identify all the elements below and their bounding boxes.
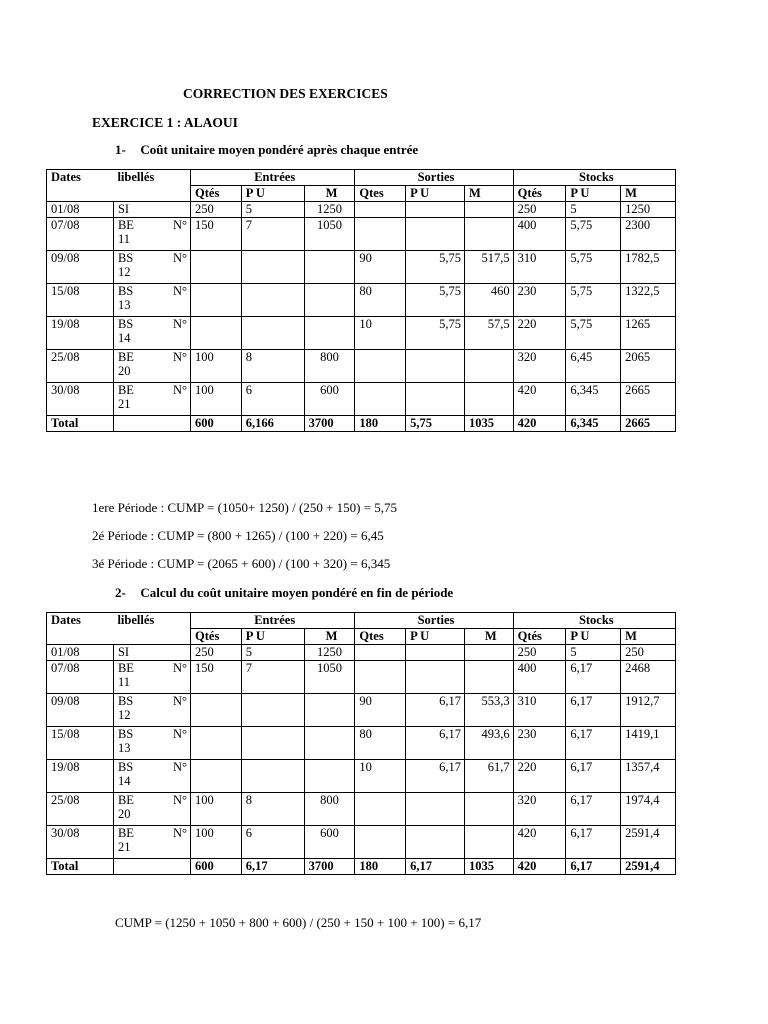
cell-sortie-pu: [406, 383, 465, 416]
cell-stock-pu: 6,17: [566, 826, 621, 859]
libelle-number: 12: [117, 708, 131, 722]
cell-total-stq: 420: [513, 859, 566, 875]
formula-period-1: 1ere Période : CUMP = (1050+ 1250) / (250 + 150) = 5,75: [92, 500, 398, 515]
cell-total-em: 3700: [304, 859, 355, 875]
header-pu: P U: [406, 186, 465, 202]
cell-stock-qte: 250: [513, 645, 566, 661]
header-dates: Dates: [47, 613, 114, 645]
cell-sortie-qte: 80: [355, 284, 406, 317]
cell-sortie-montant: [464, 383, 513, 416]
cell-total-epu: 6,166: [241, 416, 304, 432]
libelle-number: 11: [117, 675, 130, 689]
cell-entree-montant: [304, 727, 355, 760]
cell-entree-pu: [241, 760, 304, 793]
cell-date: 07/08: [47, 661, 114, 694]
cell-entree-qte: [191, 760, 242, 793]
cell-total-sm: 1035: [464, 859, 513, 875]
libelle-code: SI: [117, 645, 130, 659]
cell-stock-qte: 220: [513, 760, 566, 793]
cell-entree-montant: 600: [304, 826, 355, 859]
header-sorties: Sorties: [355, 170, 513, 186]
cell-stock-pu: 6,17: [566, 727, 621, 760]
table-row: [47, 727, 676, 760]
cell-stock-pu: 5,75: [566, 218, 621, 251]
cell-sortie-pu: [406, 350, 465, 383]
cell-stock-qte: 320: [513, 793, 566, 826]
cell-date: 01/08: [47, 645, 114, 661]
header-qtes: Qtes: [355, 629, 406, 645]
libelle-code: SI: [117, 202, 130, 216]
header-m: M: [464, 186, 513, 202]
cell-date: 30/08: [47, 826, 114, 859]
cell-entree-montant: 600: [304, 383, 355, 416]
cell-entree-qte: [191, 694, 242, 727]
cell-libelle: [113, 661, 190, 694]
cell-entree-pu: 6: [241, 383, 304, 416]
cell-stock-qte: 420: [513, 383, 566, 416]
cell-sortie-qte: 90: [355, 694, 406, 727]
cell-entree-montant: [304, 760, 355, 793]
cell-sortie-qte: [355, 350, 406, 383]
cell-libelle: [113, 317, 190, 350]
cell-sortie-pu: 6,17: [406, 760, 465, 793]
cell-entree-montant: 1250: [304, 645, 355, 661]
cell-stock-qte: 420: [513, 826, 566, 859]
table-row: [47, 317, 676, 350]
formula-period-3: 3é Période : CUMP = (2065 + 600) / (100 + 320) = 6,345: [92, 556, 391, 571]
libelle-number-sign: N°: [173, 661, 188, 675]
libelle-number: 14: [117, 774, 131, 788]
cell-sortie-qte: [355, 826, 406, 859]
cell-date: 01/08: [47, 202, 114, 218]
header-sorties: Sorties: [355, 613, 513, 629]
cell-entree-montant: [304, 284, 355, 317]
libelle-code: BS: [117, 760, 134, 774]
table-row: [47, 218, 676, 251]
cell-date: 25/08: [47, 793, 114, 826]
cell-stock-qte: 310: [513, 251, 566, 284]
cell-sortie-pu: [406, 826, 465, 859]
cell-date: 19/08: [47, 317, 114, 350]
libelle-number-sign: N°: [173, 350, 188, 364]
cell-date: 30/08: [47, 383, 114, 416]
libelle-number: 20: [117, 364, 131, 378]
cell-sortie-pu: [406, 218, 465, 251]
cell-sortie-qte: 10: [355, 317, 406, 350]
table-row: [47, 793, 676, 826]
cell-stock-montant: 1912,7: [621, 694, 676, 727]
cell-entree-qte: [191, 317, 242, 350]
libelle-number-sign: N°: [173, 793, 188, 807]
formula-period-2: 2é Période : CUMP = (800 + 1265) / (100 + 220) = 6,45: [92, 528, 384, 543]
table-row: [47, 350, 676, 383]
cell-stock-montant: 1974,4: [621, 793, 676, 826]
cell-sortie-pu: [406, 661, 465, 694]
table-row: [47, 383, 676, 416]
cell-entree-pu: 5: [241, 202, 304, 218]
header-pu: P U: [566, 186, 621, 202]
table-cump-after-each-entry: [46, 169, 676, 432]
section2-number: 2-: [115, 585, 126, 600]
libelle-number: 13: [117, 298, 131, 312]
cell-entree-qte: 250: [191, 202, 242, 218]
cell-entree-montant: [304, 694, 355, 727]
table-row: [47, 760, 676, 793]
cell-sortie-montant: 61,7: [464, 760, 513, 793]
header-pu: P U: [566, 629, 621, 645]
cell-libelle: [113, 694, 190, 727]
cell-date: 15/08: [47, 284, 114, 317]
cell-total-spu: 6,17: [406, 859, 465, 875]
header-stocks: Stocks: [513, 170, 675, 186]
cell-total-eq: 600: [191, 859, 242, 875]
exercise-heading: EXERCICE 1 : ALAOUI: [92, 115, 238, 130]
table-total-row: [47, 859, 676, 875]
cell-libelle: [113, 218, 190, 251]
cell-entree-pu: 7: [241, 661, 304, 694]
libelle-number-sign: N°: [173, 284, 188, 298]
cell-entree-pu: 8: [241, 350, 304, 383]
libelle-code: BS: [117, 694, 134, 708]
cell-entree-pu: [241, 694, 304, 727]
table-total-row: [47, 416, 676, 432]
cell-stock-pu: 6,45: [566, 350, 621, 383]
cell-entree-pu: 8: [241, 793, 304, 826]
libelle-number: 14: [117, 331, 131, 345]
libelle-number-sign: N°: [173, 694, 188, 708]
cell-stock-montant: 1250: [621, 202, 676, 218]
cell-entree-qte: 150: [191, 661, 242, 694]
cell-entree-qte: 100: [191, 383, 242, 416]
cell-stock-montant: 2591,4: [621, 826, 676, 859]
table-row: [47, 826, 676, 859]
libelle-number-sign: N°: [173, 251, 188, 265]
cell-empty: [113, 859, 190, 875]
cell-stock-pu: 5: [566, 645, 621, 661]
cell-stock-qte: 230: [513, 727, 566, 760]
cell-stock-montant: 1322,5: [621, 284, 676, 317]
cell-stock-pu: 5: [566, 202, 621, 218]
cell-libelle: [113, 202, 190, 218]
cell-stock-qte: 220: [513, 317, 566, 350]
libelle-code: BS: [117, 284, 134, 298]
libelle-number: 13: [117, 741, 131, 755]
cell-libelle: [113, 251, 190, 284]
table-row: [47, 284, 676, 317]
cell-libelle: [113, 383, 190, 416]
header-entrees: Entrées: [191, 170, 355, 186]
cell-sortie-qte: [355, 661, 406, 694]
cell-stock-montant: 1357,4: [621, 760, 676, 793]
table-row: [47, 661, 676, 694]
cell-total-label: Total: [47, 416, 114, 432]
cell-total-spu: 5,75: [406, 416, 465, 432]
cell-date: 15/08: [47, 727, 114, 760]
table-row: [47, 645, 676, 661]
cell-total-epu: 6,17: [241, 859, 304, 875]
formula-cump-final: CUMP = (1250 + 1050 + 800 + 600) / (250 + 150 + 100 + 100) = 6,17: [115, 915, 482, 930]
cell-stock-qte: 400: [513, 218, 566, 251]
cell-sortie-qte: 10: [355, 760, 406, 793]
cell-entree-pu: [241, 317, 304, 350]
cell-entree-montant: 1050: [304, 661, 355, 694]
cell-stock-qte: 230: [513, 284, 566, 317]
cell-stock-montant: 2468: [621, 661, 676, 694]
cell-empty: [113, 416, 190, 432]
section2-heading: [115, 585, 453, 601]
header-qtes: Qtés: [191, 186, 242, 202]
cell-entree-pu: 5: [241, 645, 304, 661]
cell-sortie-qte: [355, 218, 406, 251]
libelle-code: BE: [117, 350, 134, 364]
cell-libelle: [113, 760, 190, 793]
cell-total-stm: 2665: [621, 416, 676, 432]
cell-entree-montant: 1050: [304, 218, 355, 251]
cell-sortie-montant: 517,5: [464, 251, 513, 284]
cell-stock-montant: 2665: [621, 383, 676, 416]
cell-date: 09/08: [47, 694, 114, 727]
libelle-number-sign: N°: [173, 317, 188, 331]
cell-date: 25/08: [47, 350, 114, 383]
cell-sortie-montant: 553,3: [464, 694, 513, 727]
header-libelles: libellés: [113, 170, 190, 202]
header-qtes: Qtés: [513, 629, 566, 645]
cell-stock-montant: 1419,1: [621, 727, 676, 760]
section2-title: Calcul du coût unitaire moyen pondéré en fin de période: [140, 585, 454, 600]
libelle-number-sign: N°: [173, 727, 188, 741]
cell-entree-pu: 6: [241, 826, 304, 859]
cell-stock-montant: 250: [621, 645, 676, 661]
libelle-code: BS: [117, 727, 134, 741]
libelle-code: BE: [117, 218, 134, 232]
header-m: M: [464, 629, 513, 645]
cell-sortie-montant: [464, 826, 513, 859]
cell-stock-qte: 310: [513, 694, 566, 727]
cell-entree-qte: 150: [191, 218, 242, 251]
cell-sortie-montant: [464, 218, 513, 251]
cell-sortie-pu: 6,17: [406, 727, 465, 760]
cell-entree-qte: 100: [191, 350, 242, 383]
cell-sortie-pu: 5,75: [406, 251, 465, 284]
cell-total-stpu: 6,17: [566, 859, 621, 875]
cell-sortie-pu: 6,17: [406, 694, 465, 727]
table-row: [47, 251, 676, 284]
header-pu: P U: [406, 629, 465, 645]
cell-entree-pu: 7: [241, 218, 304, 251]
table-row: [47, 202, 676, 218]
cell-sortie-montant: [464, 661, 513, 694]
cell-stock-montant: 1782,5: [621, 251, 676, 284]
cell-sortie-montant: [464, 793, 513, 826]
cell-libelle: [113, 284, 190, 317]
libelle-number-sign: N°: [173, 760, 188, 774]
cell-sortie-qte: [355, 645, 406, 661]
cell-total-stm: 2591,4: [621, 859, 676, 875]
cell-sortie-pu: 5,75: [406, 284, 465, 317]
page-title: CORRECTION DES EXERCICES: [183, 86, 388, 101]
cell-stock-pu: 6,17: [566, 760, 621, 793]
cell-libelle: [113, 350, 190, 383]
cell-stock-qte: 320: [513, 350, 566, 383]
cell-total-sq: 180: [355, 416, 406, 432]
cell-date: 07/08: [47, 218, 114, 251]
cell-sortie-montant: 493,6: [464, 727, 513, 760]
cell-sortie-pu: [406, 645, 465, 661]
cell-libelle: [113, 793, 190, 826]
libelle-code: BS: [117, 251, 134, 265]
cell-stock-pu: 6,17: [566, 793, 621, 826]
cell-entree-qte: [191, 727, 242, 760]
cell-sortie-qte: 90: [355, 251, 406, 284]
cell-total-stq: 420: [513, 416, 566, 432]
cell-sortie-montant: [464, 202, 513, 218]
libelle-number: 21: [117, 397, 131, 411]
libelle-number: 11: [117, 232, 130, 246]
header-m: M: [304, 186, 355, 202]
cell-libelle: [113, 645, 190, 661]
cell-stock-pu: 6,345: [566, 383, 621, 416]
cell-sortie-qte: [355, 383, 406, 416]
cell-sortie-montant: 57,5: [464, 317, 513, 350]
cell-libelle: [113, 826, 190, 859]
header-entrees: Entrées: [191, 613, 355, 629]
libelle-number-sign: N°: [173, 383, 188, 397]
cell-sortie-qte: [355, 202, 406, 218]
header-dates: Dates: [47, 170, 114, 202]
cell-total-eq: 600: [191, 416, 242, 432]
cell-sortie-montant: 460: [464, 284, 513, 317]
section1-number: 1-: [115, 142, 126, 157]
libelle-code: BS: [117, 317, 134, 331]
cell-entree-qte: [191, 284, 242, 317]
cell-stock-pu: 6,17: [566, 694, 621, 727]
cell-sortie-qte: 80: [355, 727, 406, 760]
cell-stock-montant: 2300: [621, 218, 676, 251]
header-pu: P U: [241, 186, 304, 202]
table-cump-end-of-period: [46, 612, 676, 875]
libelle-number-sign: N°: [173, 826, 188, 840]
cell-entree-qte: [191, 251, 242, 284]
libelle-code: BE: [117, 793, 134, 807]
cell-stock-qte: 400: [513, 661, 566, 694]
libelle-number: 20: [117, 807, 131, 821]
cell-total-sm: 1035: [464, 416, 513, 432]
cell-stock-montant: 2065: [621, 350, 676, 383]
cell-date: 19/08: [47, 760, 114, 793]
libelle-code: BE: [117, 826, 134, 840]
cell-stock-montant: 1265: [621, 317, 676, 350]
cell-stock-qte: 250: [513, 202, 566, 218]
cell-entree-pu: [241, 727, 304, 760]
section1-heading: [115, 142, 418, 158]
header-qtes: Qtés: [191, 629, 242, 645]
header-m: M: [304, 629, 355, 645]
cell-entree-montant: [304, 251, 355, 284]
libelle-number: 21: [117, 840, 131, 854]
cell-entree-qte: 100: [191, 826, 242, 859]
cell-libelle: [113, 727, 190, 760]
cell-sortie-pu: [406, 793, 465, 826]
header-qtes: Qtés: [513, 186, 566, 202]
header-stocks: Stocks: [513, 613, 675, 629]
cell-entree-montant: 1250: [304, 202, 355, 218]
libelle-number-sign: N°: [173, 218, 188, 232]
libelle-code: BE: [117, 383, 134, 397]
cell-stock-pu: 5,75: [566, 284, 621, 317]
cell-total-stpu: 6,345: [566, 416, 621, 432]
header-m: M: [621, 629, 676, 645]
cell-date: 09/08: [47, 251, 114, 284]
cell-stock-pu: 5,75: [566, 317, 621, 350]
cell-sortie-pu: [406, 202, 465, 218]
libelle-number: 12: [117, 265, 131, 279]
header-libelles: libellés: [113, 613, 190, 645]
header-pu: P U: [241, 629, 304, 645]
cell-sortie-montant: [464, 645, 513, 661]
cell-entree-pu: [241, 284, 304, 317]
cell-total-em: 3700: [304, 416, 355, 432]
cell-entree-montant: [304, 317, 355, 350]
cell-sortie-qte: [355, 793, 406, 826]
cell-stock-pu: 6,17: [566, 661, 621, 694]
cell-entree-qte: 100: [191, 793, 242, 826]
cell-stock-pu: 5,75: [566, 251, 621, 284]
section1-title: Coût unitaire moyen pondéré après chaque entrée: [140, 142, 419, 157]
cell-entree-pu: [241, 251, 304, 284]
libelle-code: BE: [117, 661, 134, 675]
header-qtes: Qtes: [355, 186, 406, 202]
table-row: [47, 694, 676, 727]
cell-entree-qte: 250: [191, 645, 242, 661]
cell-entree-montant: 800: [304, 793, 355, 826]
header-m: M: [621, 186, 676, 202]
cell-total-sq: 180: [355, 859, 406, 875]
cell-sortie-pu: 5,75: [406, 317, 465, 350]
cell-total-label: Total: [47, 859, 114, 875]
cell-sortie-montant: [464, 350, 513, 383]
cell-entree-montant: 800: [304, 350, 355, 383]
